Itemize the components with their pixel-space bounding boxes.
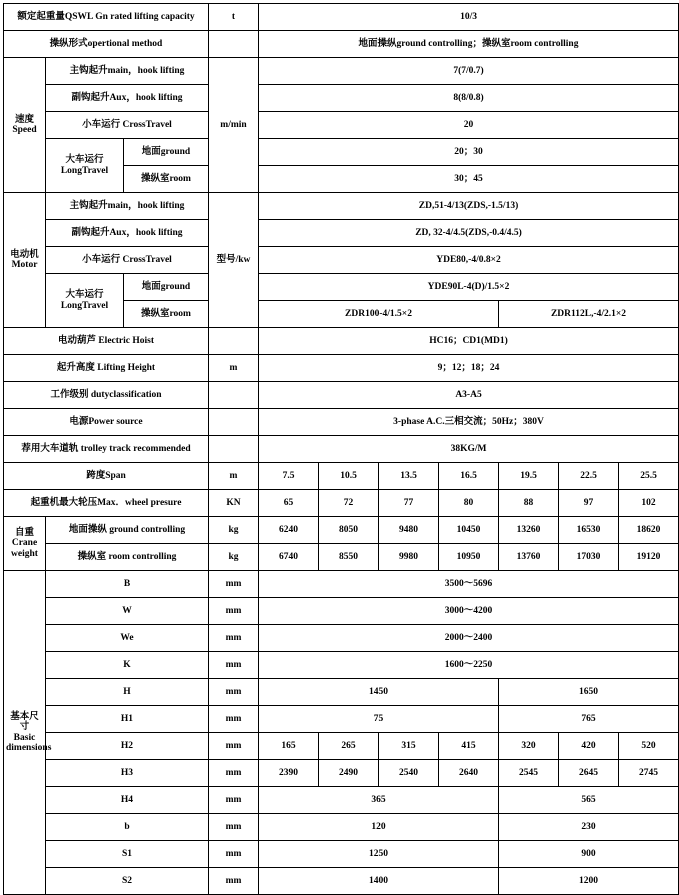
span-value: 22.5 <box>559 463 619 490</box>
row-sublabel-motor-long-travel-room: 操纵室room <box>124 301 209 328</box>
dim-unit-b: mm <box>209 571 259 598</box>
span-value: 19.5 <box>499 463 559 490</box>
dim-value-we: 2000～2400 <box>259 625 679 652</box>
dim-value-w: 3000～4200 <box>259 598 679 625</box>
weight-room-value: 10950 <box>439 544 499 571</box>
table-row <box>4 85 679 112</box>
row-unit-weight-room: kg <box>209 544 259 571</box>
row-label-trolley-track: 荐用大车道轨 trolley track recommended <box>4 436 209 463</box>
table-row <box>4 706 679 733</box>
row-value-speed-main-hook: 7(7/0.7) <box>259 58 679 85</box>
dim-value-b-lower-left: 120 <box>259 814 499 841</box>
row-value-motor-long-travel-room-right: ZDR112L,-4/2.1×2 <box>499 301 679 328</box>
row-label-speed-aux-hook: 副钩起升Aux，hook lifting <box>46 85 209 112</box>
group-label-motor: 电动机 Motor <box>4 193 46 328</box>
dim-label-k: K <box>46 652 209 679</box>
group-label-basic-dimensions: 基本尺寸 Basic dimensions <box>4 571 46 895</box>
row-value-operational-method: 地面操纵ground controlling；操纵室room controlling <box>259 31 679 58</box>
table-row <box>4 382 679 409</box>
dim-label-h3: H3 <box>46 760 209 787</box>
wheel-pressure-value: 102 <box>619 490 679 517</box>
row-unit-speed: m/min <box>209 58 259 193</box>
row-unit-power-source <box>209 409 259 436</box>
dim-unit-h3: mm <box>209 760 259 787</box>
weight-ground-value: 8050 <box>319 517 379 544</box>
weight-ground-value: 9480 <box>379 517 439 544</box>
row-unit-rated-capacity: t <box>209 4 259 31</box>
table-row <box>4 112 679 139</box>
weight-ground-value: 16530 <box>559 517 619 544</box>
span-value: 7.5 <box>259 463 319 490</box>
table-row <box>4 841 679 868</box>
row-value-duty-classification: A3-A5 <box>259 382 679 409</box>
dim-value-h4-left: 365 <box>259 787 499 814</box>
row-label-lifting-height: 起升高度 Lifting Height <box>4 355 209 382</box>
specification-table <box>3 3 679 895</box>
dim-value-h2: 265 <box>319 733 379 760</box>
weight-room-value: 8550 <box>319 544 379 571</box>
dim-label-w: W <box>46 598 209 625</box>
row-label-motor-main-hook: 主钩起升main，hook lifting <box>46 193 209 220</box>
weight-room-value: 17030 <box>559 544 619 571</box>
dim-unit-k: mm <box>209 652 259 679</box>
row-sublabel-motor-long-travel-ground: 地面ground <box>124 274 209 301</box>
dim-value-s2-right: 1200 <box>499 868 679 895</box>
dim-value-h2: 320 <box>499 733 559 760</box>
row-unit-max-wheel-pressure: KN <box>209 490 259 517</box>
dim-value-b-lower-right: 230 <box>499 814 679 841</box>
table-row <box>4 409 679 436</box>
dim-value-h1-right: 765 <box>499 706 679 733</box>
dim-label-h2: H2 <box>46 733 209 760</box>
weight-ground-value: 10450 <box>439 517 499 544</box>
wheel-pressure-value: 88 <box>499 490 559 517</box>
dim-unit-h2: mm <box>209 733 259 760</box>
dim-value-h4-right: 565 <box>499 787 679 814</box>
row-label-motor-long-travel: 大车运行 LongTravel <box>46 274 124 328</box>
row-value-motor-long-travel-room-left: ZDR100-4/1.5×2 <box>259 301 499 328</box>
table-row <box>4 355 679 382</box>
table-row <box>4 787 679 814</box>
row-label-weight-room-controlling: 操纵室 room controlling <box>46 544 209 571</box>
row-value-motor-main-hook: ZD,51-4/13(ZDS,-1.5/13) <box>259 193 679 220</box>
row-value-motor-aux-hook: ZD, 32-4/4.5(ZDS,-0.4/4.5) <box>259 220 679 247</box>
dim-unit-h: mm <box>209 679 259 706</box>
dim-value-s1-left: 1250 <box>259 841 499 868</box>
dim-value-h3: 2645 <box>559 760 619 787</box>
row-value-speed-cross-travel: 20 <box>259 112 679 139</box>
dim-unit-w: mm <box>209 598 259 625</box>
table-row <box>4 679 679 706</box>
dim-unit-h1: mm <box>209 706 259 733</box>
table-row <box>4 598 679 625</box>
span-value: 16.5 <box>439 463 499 490</box>
dim-label-s1: S1 <box>46 841 209 868</box>
wheel-pressure-value: 72 <box>319 490 379 517</box>
row-sublabel-speed-long-travel-ground: 地面ground <box>124 139 209 166</box>
row-value-rated-capacity: 10/3 <box>259 4 679 31</box>
row-unit-motor: 型号/kw <box>209 193 259 328</box>
table-row <box>4 139 679 166</box>
row-label-speed-main-hook: 主钩起升main，hook lifting <box>46 58 209 85</box>
row-value-lifting-height: 9；12；18；24 <box>259 355 679 382</box>
dim-value-h-left: 1450 <box>259 679 499 706</box>
table-row <box>4 652 679 679</box>
table-row <box>4 760 679 787</box>
dim-value-k: 1600～2250 <box>259 652 679 679</box>
row-value-trolley-track: 38KG/M <box>259 436 679 463</box>
table-row <box>4 868 679 895</box>
dim-value-h3: 2490 <box>319 760 379 787</box>
dim-label-s2: S2 <box>46 868 209 895</box>
row-unit-span: m <box>209 463 259 490</box>
dim-unit-h4: mm <box>209 787 259 814</box>
row-label-span: 跨度Span <box>4 463 209 490</box>
dim-value-h3: 2745 <box>619 760 679 787</box>
dim-value-s1-right: 900 <box>499 841 679 868</box>
row-label-power-source: 电源Power source <box>4 409 209 436</box>
weight-ground-value: 18620 <box>619 517 679 544</box>
row-unit-weight-ground: kg <box>209 517 259 544</box>
weight-room-value: 6740 <box>259 544 319 571</box>
row-label-rated-capacity: 额定起重量QSWL Gn rated lifting capacity <box>4 4 209 31</box>
table-row <box>4 814 679 841</box>
row-unit-trolley-track <box>209 436 259 463</box>
wheel-pressure-value: 80 <box>439 490 499 517</box>
table-row <box>4 193 679 220</box>
table-row <box>4 544 679 571</box>
row-label-speed-cross-travel: 小车运行 CrossTravel <box>46 112 209 139</box>
row-unit-electric-hoist <box>209 328 259 355</box>
dim-value-h2: 165 <box>259 733 319 760</box>
table-row <box>4 58 679 85</box>
dim-value-h3: 2540 <box>379 760 439 787</box>
dim-value-h-right: 1650 <box>499 679 679 706</box>
row-sublabel-speed-long-travel-room: 操纵室room <box>124 166 209 193</box>
row-value-power-source: 3-phase A.C.三相交流；50Hz；380V <box>259 409 679 436</box>
weight-room-value: 9980 <box>379 544 439 571</box>
dim-value-h3: 2390 <box>259 760 319 787</box>
span-value: 25.5 <box>619 463 679 490</box>
weight-ground-value: 13260 <box>499 517 559 544</box>
table-row <box>4 220 679 247</box>
row-label-duty-classification: 工作级别 dutyclassification <box>4 382 209 409</box>
row-unit-operational-method <box>209 31 259 58</box>
row-label-motor-aux-hook: 副钩起升Aux，hook lifting <box>46 220 209 247</box>
dim-value-h2: 315 <box>379 733 439 760</box>
table-row <box>4 31 679 58</box>
row-label-electric-hoist: 电动葫芦 Electric Hoist <box>4 328 209 355</box>
row-label-weight-ground-controlling: 地面操纵 ground controlling <box>46 517 209 544</box>
dim-unit-s1: mm <box>209 841 259 868</box>
group-label-crane-weight: 自重 Crane weight <box>4 517 46 571</box>
dim-value-h3: 2545 <box>499 760 559 787</box>
row-value-motor-cross-travel: YDE80,-4/0.8×2 <box>259 247 679 274</box>
table-row <box>4 625 679 652</box>
dim-value-s2-left: 1400 <box>259 868 499 895</box>
row-unit-duty-classification <box>209 382 259 409</box>
row-label-operational-method: 操纵形式opertional method <box>4 31 209 58</box>
row-unit-lifting-height: m <box>209 355 259 382</box>
row-value-electric-hoist: HC16；CD1(MD1) <box>259 328 679 355</box>
dim-unit-b-lower: mm <box>209 814 259 841</box>
table-row <box>4 436 679 463</box>
row-label-motor-cross-travel: 小车运行 CrossTravel <box>46 247 209 274</box>
wheel-pressure-value: 65 <box>259 490 319 517</box>
table-row <box>4 733 679 760</box>
table-row <box>4 4 679 31</box>
dim-unit-we: mm <box>209 625 259 652</box>
weight-room-value: 19120 <box>619 544 679 571</box>
dim-value-h2: 420 <box>559 733 619 760</box>
dim-label-h: H <box>46 679 209 706</box>
dim-label-we: We <box>46 625 209 652</box>
row-value-speed-long-travel-ground: 20；30 <box>259 139 679 166</box>
wheel-pressure-value: 97 <box>559 490 619 517</box>
weight-ground-value: 6240 <box>259 517 319 544</box>
dim-value-h3: 2640 <box>439 760 499 787</box>
dim-unit-s2: mm <box>209 868 259 895</box>
dim-label-h1: H1 <box>46 706 209 733</box>
row-value-speed-aux-hook: 8(8/0.8) <box>259 85 679 112</box>
table-row <box>4 517 679 544</box>
weight-room-value: 13760 <box>499 544 559 571</box>
table-row <box>4 490 679 517</box>
span-value: 10.5 <box>319 463 379 490</box>
dim-value-b: 3500～5696 <box>259 571 679 598</box>
table-row <box>4 463 679 490</box>
row-label-max-wheel-pressure: 起重机最大轮压Max．wheel presure <box>4 490 209 517</box>
row-value-motor-long-travel-ground: YDE90L-4(D)/1.5×2 <box>259 274 679 301</box>
dim-value-h1-left: 75 <box>259 706 499 733</box>
dim-value-h2: 415 <box>439 733 499 760</box>
dim-value-h2: 520 <box>619 733 679 760</box>
group-label-speed: 速度 Speed <box>4 58 46 193</box>
dim-label-b-lower: b <box>46 814 209 841</box>
table-row <box>4 274 679 301</box>
wheel-pressure-value: 77 <box>379 490 439 517</box>
table-row <box>4 247 679 274</box>
dim-label-h4: H4 <box>46 787 209 814</box>
span-value: 13.5 <box>379 463 439 490</box>
row-label-speed-long-travel: 大车运行 LongTravel <box>46 139 124 193</box>
dim-label-b: B <box>46 571 209 598</box>
row-value-speed-long-travel-room: 30；45 <box>259 166 679 193</box>
table-row <box>4 328 679 355</box>
table-row <box>4 571 679 598</box>
